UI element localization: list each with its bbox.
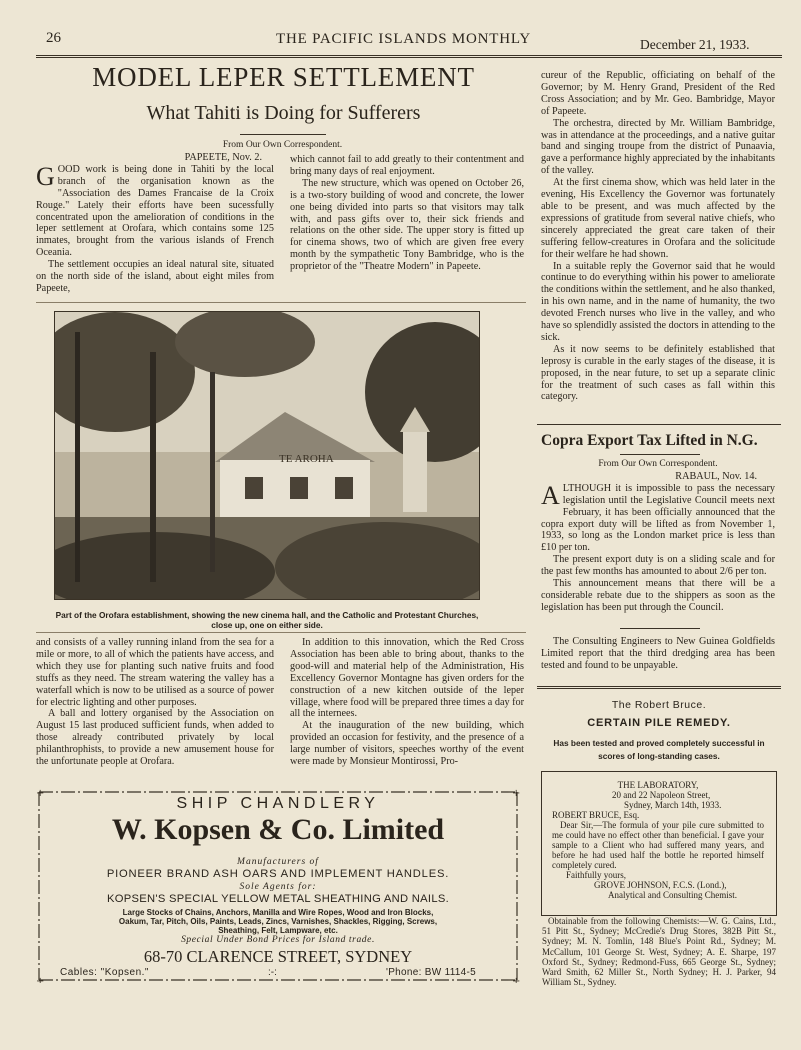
testimonial-box (541, 771, 777, 916)
ad-product-1: PIONEER BRAND ASH OARS AND IMPLEMENT HANDLES. (106, 868, 450, 880)
lead-lower-column-2 (290, 637, 524, 768)
copra-article (541, 459, 775, 614)
lead-column-2 (290, 154, 524, 273)
lead-right-column (541, 70, 775, 403)
ad-manufacturers: Manufacturers of (237, 857, 319, 867)
paragraph: The new structure, which was opened on October 26, is a two-story building of wood and concrete, the lower one being divided into parts so that visitors may talk with, and pass gifts over to, their sick friends and relations on the other side. The upper story is fitted up for cinema shows, two of which are given free every month by the sympathetic Tony Bambridge, who is the proprietor of the "Theatre Modern" in Papeete. (290, 177, 524, 273)
page-number: 26 (46, 30, 61, 46)
magazine-title: THE PACIFIC ISLANDS MONTHLY (276, 31, 531, 47)
photo-illustration (55, 312, 479, 599)
headline: MODEL LEPER SETTLEMENT (92, 62, 475, 92)
letter-address-1: 20 and 22 Napoleon Street, (612, 790, 711, 800)
dropcap: A (541, 480, 560, 510)
copra-headline: Copra Export Tax Lifted in N.G. (541, 432, 758, 449)
paragraph: cureur of the Republic, officiating on behalf of the Governor; by M. Henry Grand, President of the Red Cross Association; and by Mr. Geo. Bambridge, Mayor of Papeete. (541, 70, 775, 117)
bruce-ad-line1: The Robert Bruce. (611, 699, 707, 711)
letter-title: Analytical and Consulting Chemist. (608, 890, 737, 900)
paragraph: In a suitable reply the Governor said that he would continue to do everything within his power to ameliorate the conditions within the settlement, and he also thanked, in his own name, and in the name of humanity, the two devoted French nurses who live in the valley, and who have so splendidly assisted the doctors in attending to the sick. (541, 260, 775, 343)
paragraph: At the inauguration of the new building, which provided an occasion for festivity, and the presence of a large number of visitors, speeches worthy of the event were made by Monsieur Montirossi, Pro- (290, 720, 524, 768)
copra-dateline: RABAUL, Nov. 14. (675, 470, 757, 482)
section-rule (620, 628, 700, 629)
ad-company: W. Kopsen & Co. Limited (111, 813, 445, 846)
sign-text: TE AROHA (279, 453, 334, 465)
subheadline: What Tahiti is Doing for Sufferers (146, 102, 421, 124)
ad-product-2: KOPSEN'S SPECIAL YELLOW METAL SHEATHING AND NAILS. (106, 893, 450, 905)
bruce-ad-line3: Has been tested and proved completely successful in scores of long-standing cases. (553, 738, 765, 761)
svg-text:+: + (512, 976, 520, 983)
ad-cables: Cables: "Kopsen." (60, 967, 149, 978)
bruce-ad (537, 699, 781, 763)
paragraph: A ball and lottery organised by the Association on August 15 last produced sufficient funds, when added to those already contributed privately by local philanthrophists, to provide a new amusement house for the unfortunate people at Orofara. (36, 708, 274, 768)
paragraph: At the first cinema show, which was held later in the evening, His Excellency the Governor was fortunately able to be present, and was much affected by the expressions of gratitude from several native chiefs, who sincerely appreciated the great care taken of their suffering fellow-creatures in Orofara and the solicitude for their welfare he had shown. (541, 177, 775, 260)
header-rule-2 (36, 57, 782, 58)
letter-close: Faithfully yours, (566, 870, 626, 880)
ad-separator: :-: (268, 967, 277, 978)
ad-address: 68-70 CLARENCE STREET, SYDNEY (143, 947, 413, 966)
photo-orofara (54, 311, 480, 600)
section-rule (537, 424, 781, 425)
column-rule (36, 302, 526, 303)
paragraph: In addition to this innovation, which the Red Cross Association has been able to bring about, thanks to the good-will and material help of the Administration, His Excellency Governor Montagne has given orders for the construction of a new kitchen outside of the leper village, where food will be prepared three times a day for all the internees. (290, 637, 524, 720)
paragraph: This announcement means that there will be a considerable rebate due to the shippers as soon as the legislation has been put through the Council. (541, 578, 775, 613)
paragraph: LTHOUGH it is impossible to pass the necessary legislation until the Legislative Council meets next February, it has been officially announced that the copra export duty will be lifted as from November 1, 1933, so long as the London market price is less than £10 per ton. (541, 482, 775, 554)
paragraph: which cannot fail to add greatly to their contentment and bring many days of real enjoyment. (290, 154, 524, 177)
letter-address-2: Sydney, March 14th, 1933. (624, 800, 722, 810)
lead-lower-column-1 (36, 637, 274, 768)
bruce-ad-line2: CERTAIN PILE REMEDY. (587, 717, 731, 729)
ad-bond: Special Under Bond Prices for Island trade. (181, 935, 375, 945)
paragraph: The Consulting Engineers to New Guinea Goldfields Limited report that the third dredging area has been tested and found to be unpayable. (541, 636, 775, 671)
section-rule-2 (537, 688, 781, 689)
paragraph: The settlement occupies an ideal natural site, situated on the north side of the island, about eight miles from Papeete, (36, 259, 274, 294)
paragraph: The present export duty is on a sliding scale and for the past few months has amounted to about 2/6 per ton. (541, 554, 775, 578)
svg-text:+: + (36, 976, 45, 983)
paragraph: As it now seems to be definitely established that leprosy is curable in the early stages of the disease, it is proposed, in the near future, to set up a separate clinic for the treatment of such cases as fall within this category. (541, 343, 775, 403)
paragraph: OOD work is being done in Tahiti by the local branch of the organisation known as the "Association des Dames Francaise de la Croix Rouge." Lately their efforts have been sucessfully concentrated upon the amelioration of conditions in the leper settlement at Orofara, which contains some 125 inmates, brought from the various islands of French Oceania. (36, 163, 274, 259)
copra-rule (620, 454, 700, 455)
letter-recipient: ROBERT BRUCE, Esq. (552, 810, 640, 820)
section-rule (537, 686, 781, 687)
letter-body: Dear Sir,—The formula of your pile cure submitted to me could have no effect other than beneficial. I gave your sample to a Client who had suffered many years, and before he had used half the bottle he reported himself completely cured. (552, 820, 764, 870)
goldfields-note (541, 636, 775, 672)
paragraph: The orchestra, directed by Mr. William Bambridge, was in attendance at the proceedings, and a native guitar band and singing troupe from the district of Punaavia, gave a performance highly appreciated by the inhabitants of the valley. (541, 117, 775, 177)
ad-sole-agents: Sole Agents for: (239, 882, 317, 892)
photo-caption: Part of the Orofara establishment, showing the new cinema hall, and the Catholic and Protestant Churches, close up, one on either side. (55, 610, 479, 630)
paragraph: and consists of a valley running inland from the sea for a mile or more, to all of which the patients have access, and which they use for planting such native fruits and food stuffs as they need. The stream watering the valley has a waterfall which is now to be utilised as a source of power for electric lighting and other purposes. (36, 637, 274, 708)
caption-rule (36, 632, 526, 633)
byline: From Our Own Correspondent. (222, 140, 343, 150)
svg-text:+: + (512, 789, 520, 799)
ad-stocks: Large Stocks of Chains, Anchors, Manilla and Wire Ropes, Wood and Iron Blocks, Oakum, Tar, Pitch, Oils, Paints, Leads, Zincs, Varnishes, Shackles, Rigging, Screws, Sheathing, Felt, Lampware, etc. (118, 908, 438, 936)
headline-rule (240, 134, 326, 135)
chemists-list (542, 916, 776, 987)
letter-head: THE LABORATORY, (617, 780, 699, 790)
svg-text:+: + (36, 789, 45, 799)
dateline: PAPEETE, Nov. 2. (184, 152, 262, 163)
paragraph: Obtainable from the following Chemists:—W. G. Cains, Ltd., 51 Pitt St., Sydney; McCredie's Drug Stores, 382B Pitt St., Sydney; M. N. Tomlin, 148 Blue's Point Rd., Sydney; M. McCallum, 101 George St. West, Sydney; A. E. Sharpe, 197 Oxford St., Sydney; Redmond-Fuss, 665 George St., Sydney; Ward Smith, 62 Miller St., North Sydney; H. J. Parker, 94 William St., Sydney. (542, 916, 776, 988)
letter-signature: GROVE JOHNSON, F.C.S. (Lond.), (594, 880, 727, 890)
issue-date: December 21, 1933. (640, 37, 750, 52)
dropcap: G (36, 161, 55, 191)
ad-phone: 'Phone: BW 1114-5 (386, 967, 477, 978)
lead-column-1 (36, 152, 274, 295)
ad-title: SHIP CHANDLERY (176, 795, 380, 812)
copra-byline: From Our Own Correspondent. (598, 459, 718, 469)
kopsen-ad (36, 789, 520, 983)
header-rule (36, 55, 782, 56)
